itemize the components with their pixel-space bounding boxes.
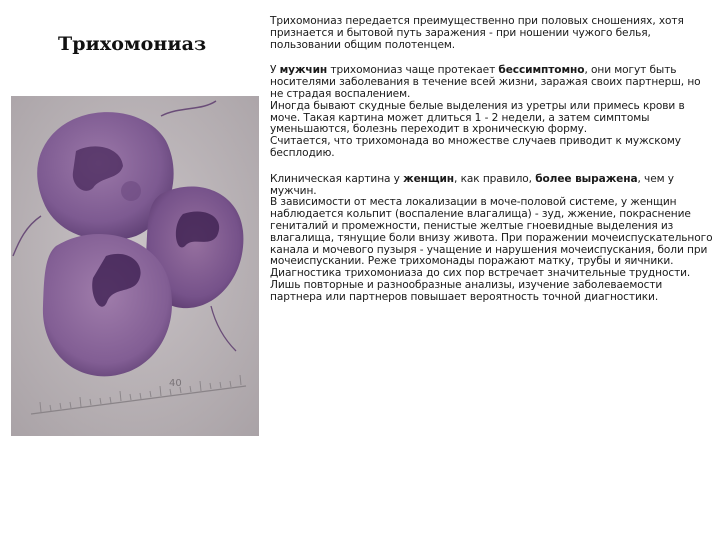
text-column [270,16,716,318]
women-text-a: Клиническая картина у [270,172,404,185]
paragraph-diagnostics: Диагностика трихомониаза до сих пор встречает значительные трудности. Лишь повторные и разнообразные анализы, изучение заболеваемости партнера или партнеров повышает вероятность точной диагностики. [270,267,691,303]
men-bold-asymptomatic: бессимптомно [498,64,585,77]
paragraph-women-intro [270,174,716,198]
block-men [270,65,716,159]
trichomonas-micrograph [11,96,259,436]
men-text-a: У [270,64,280,77]
block-transmission [270,16,716,51]
paragraph-men-symptoms: Иногда бывают скудные белые выделения из уретры или примесь крови в моче. Такая картина может длиться 1 - 2 недели, а затем симптомы уменьшаются, болезнь переходит в хроническую форму. [270,99,685,136]
women-text-e: , чем у мужчин. [270,172,674,197]
women-bold-more-severe: более выражена [535,172,638,185]
micrograph-scale-label: 40 [169,378,182,389]
paragraph-transmission: Трихомониаз передается преимущественно при половых сношениях, хотя признается и бытовой путь заражения - при ношении чужого белья, пользовании общим полотенцем. [270,15,684,51]
men-text-c: трихомониаз чаще протекает [327,64,499,77]
women-text-c: , как правило, [454,172,536,185]
slide-title: Трихомониаз [58,33,207,55]
paragraph-men-infertility: Считается, что трихомонада во множестве случаев приводит к мужскому бесплодию. [270,135,681,159]
men-bold-men: мужчин [279,64,328,77]
women-bold-women: женщин [403,172,455,185]
paragraph-women-symptoms: В зависимости от места локализации в моче-половой системе, у женщин наблюдается кольпит (воспаление влагалища) - зуд, жжение, покраснение гениталий и промежности, пенистые желтые гноевидные выделения из влагалища, тянущие боли внизу живота. При поражении мочеиспускательного канала и мочевого пузыря - учащение и нарушения мочеиспускания, боли при мочеиспускании. Реже трихомонады поражают матку, трубы и яичники. [270,196,713,268]
paragraph-men-intro [270,65,716,100]
block-women [270,174,716,304]
men-text-e: , они могут быть носителями заболевания в течение всей жизни, заражая своих партнерш, но не страдая воспалением. [270,64,701,100]
